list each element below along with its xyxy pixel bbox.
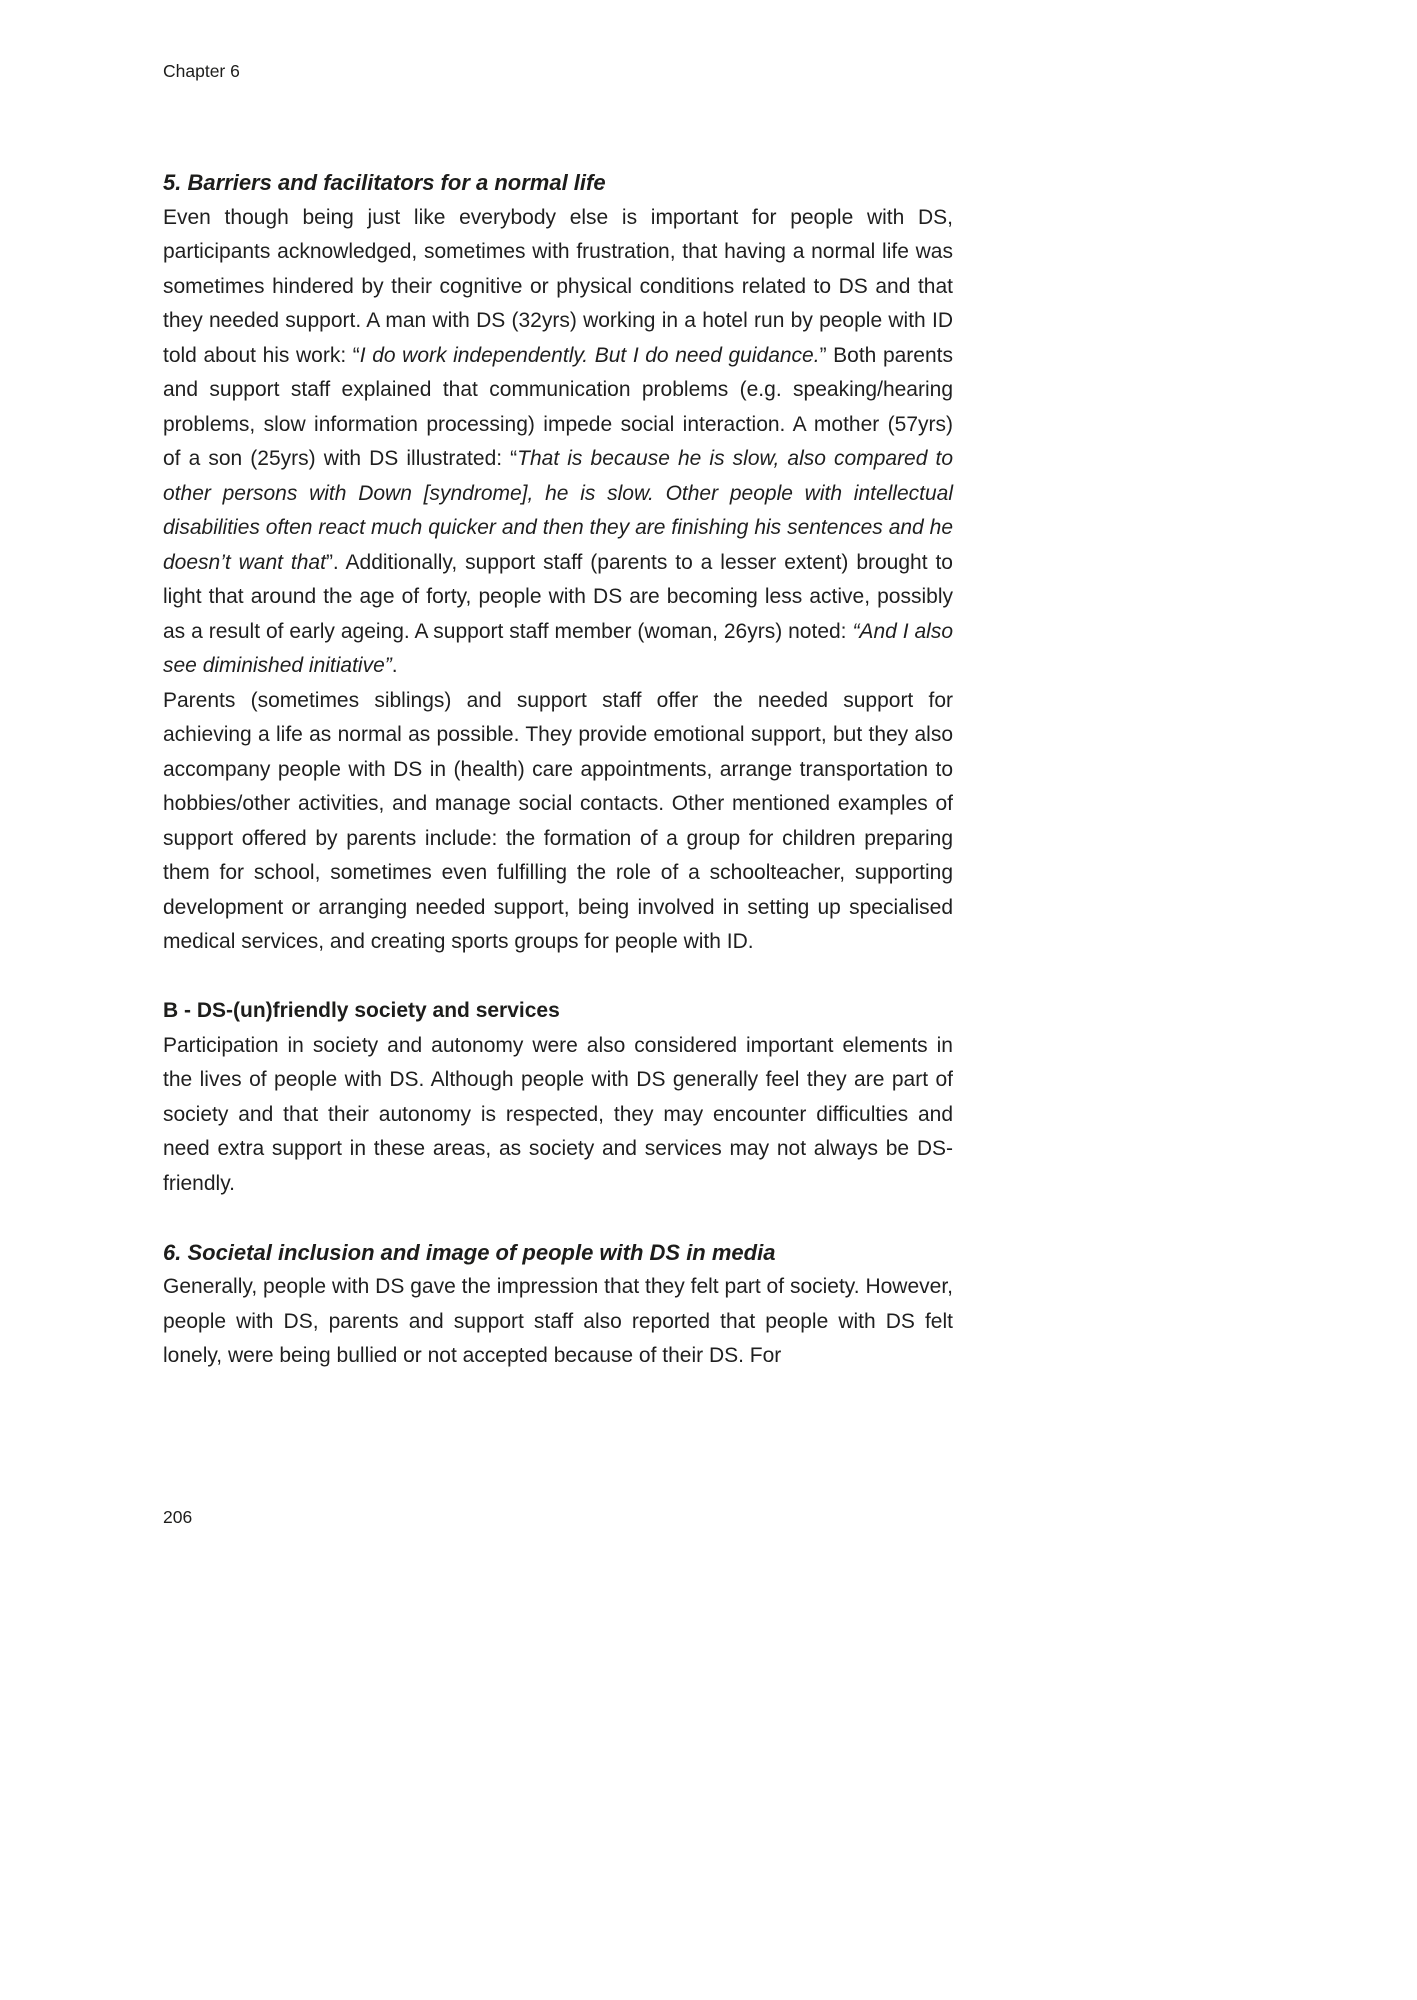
section-5-paragraph-2 [163, 684, 953, 960]
body-text-run: Participation in society and autonomy were also considered important elements in the lives of people with DS. Although people with DS generally feel they are part of society and that their autonomy is respected, they may encounter difficulties and need extra support in these areas, as society and services may not always be DS-friendly. [163, 1033, 953, 1195]
body-text-run: ” Both parents and support staff explained that communication problems (e.g. speaking/hearing problems, slow information processing) impede social interaction. A mother (57yrs) of a son (25yrs) with DS illustrated: “ [163, 343, 953, 470]
section-5-paragraph-1 [163, 201, 953, 684]
vertical-spacer [163, 1201, 953, 1236]
page-content [163, 166, 953, 1374]
quote-italic-text: That is because he is slow, also compared to other persons with Down [syndrome], he is slow. Other people with intellectual disabilities often react much quicker and then they are finishing his sentences and he doesn’t want that [163, 447, 954, 574]
section-6-paragraph-1 [163, 1270, 953, 1374]
body-text-run: Parents (sometimes siblings) and support staff offer the needed support for achieving a life as normal as possible. They provide emotional support, but they also accompany people with DS in (health) care appointments, arrange transportation to hobbies/other activities, and manage social contacts. Other mentioned examples of support offered by parents include: the formation of a group for children preparing them for school, sometimes even fulfilling the role of a schoolteacher, supporting development or arranging needed support, being involved in setting up specialised medical services, and creating sports groups for people with ID. [163, 688, 953, 953]
section-5-heading: 5. Barriers and facilitators for a normal life [163, 170, 606, 195]
page-number: 206 [163, 1507, 193, 1527]
quote-italic-text: I do work independently. But I do need guidance. [359, 343, 820, 367]
running-header: Chapter 6 [163, 61, 240, 81]
body-text-run: Generally, people with DS gave the impression that they felt part of society. However, people with DS, parents and support staff also reported that people with DS felt lonely, were being bullied or not accepted because of their DS. For [163, 1275, 953, 1367]
vertical-spacer [163, 960, 953, 995]
subsection-b-paragraph-1 [163, 1029, 953, 1202]
quote-italic-text: “And I also see diminished initiative” [163, 619, 953, 677]
section-6-heading: 6. Societal inclusion and image of people with DS in media [163, 1239, 776, 1265]
body-text-run: Even though being just like everybody else is important for people with DS, participants acknowledged, sometimes with frustration, that having a normal life was sometimes hindered by their cognitive or physical conditions related to DS and that they needed support. A man with DS (32yrs) working in a hotel run by people with ID told about his work: “ [163, 205, 953, 367]
subsection-b-heading: B - DS-(un)friendly society and services [163, 999, 560, 1022]
body-text-run: . [391, 654, 398, 677]
body-text-run: ”. Additionally, support staff (parents to a lesser extent) brought to light that around the age of forty, people with DS are becoming less active, possibly as a result of early ageing. A support staff member (woman, 26yrs) noted: [163, 550, 953, 643]
